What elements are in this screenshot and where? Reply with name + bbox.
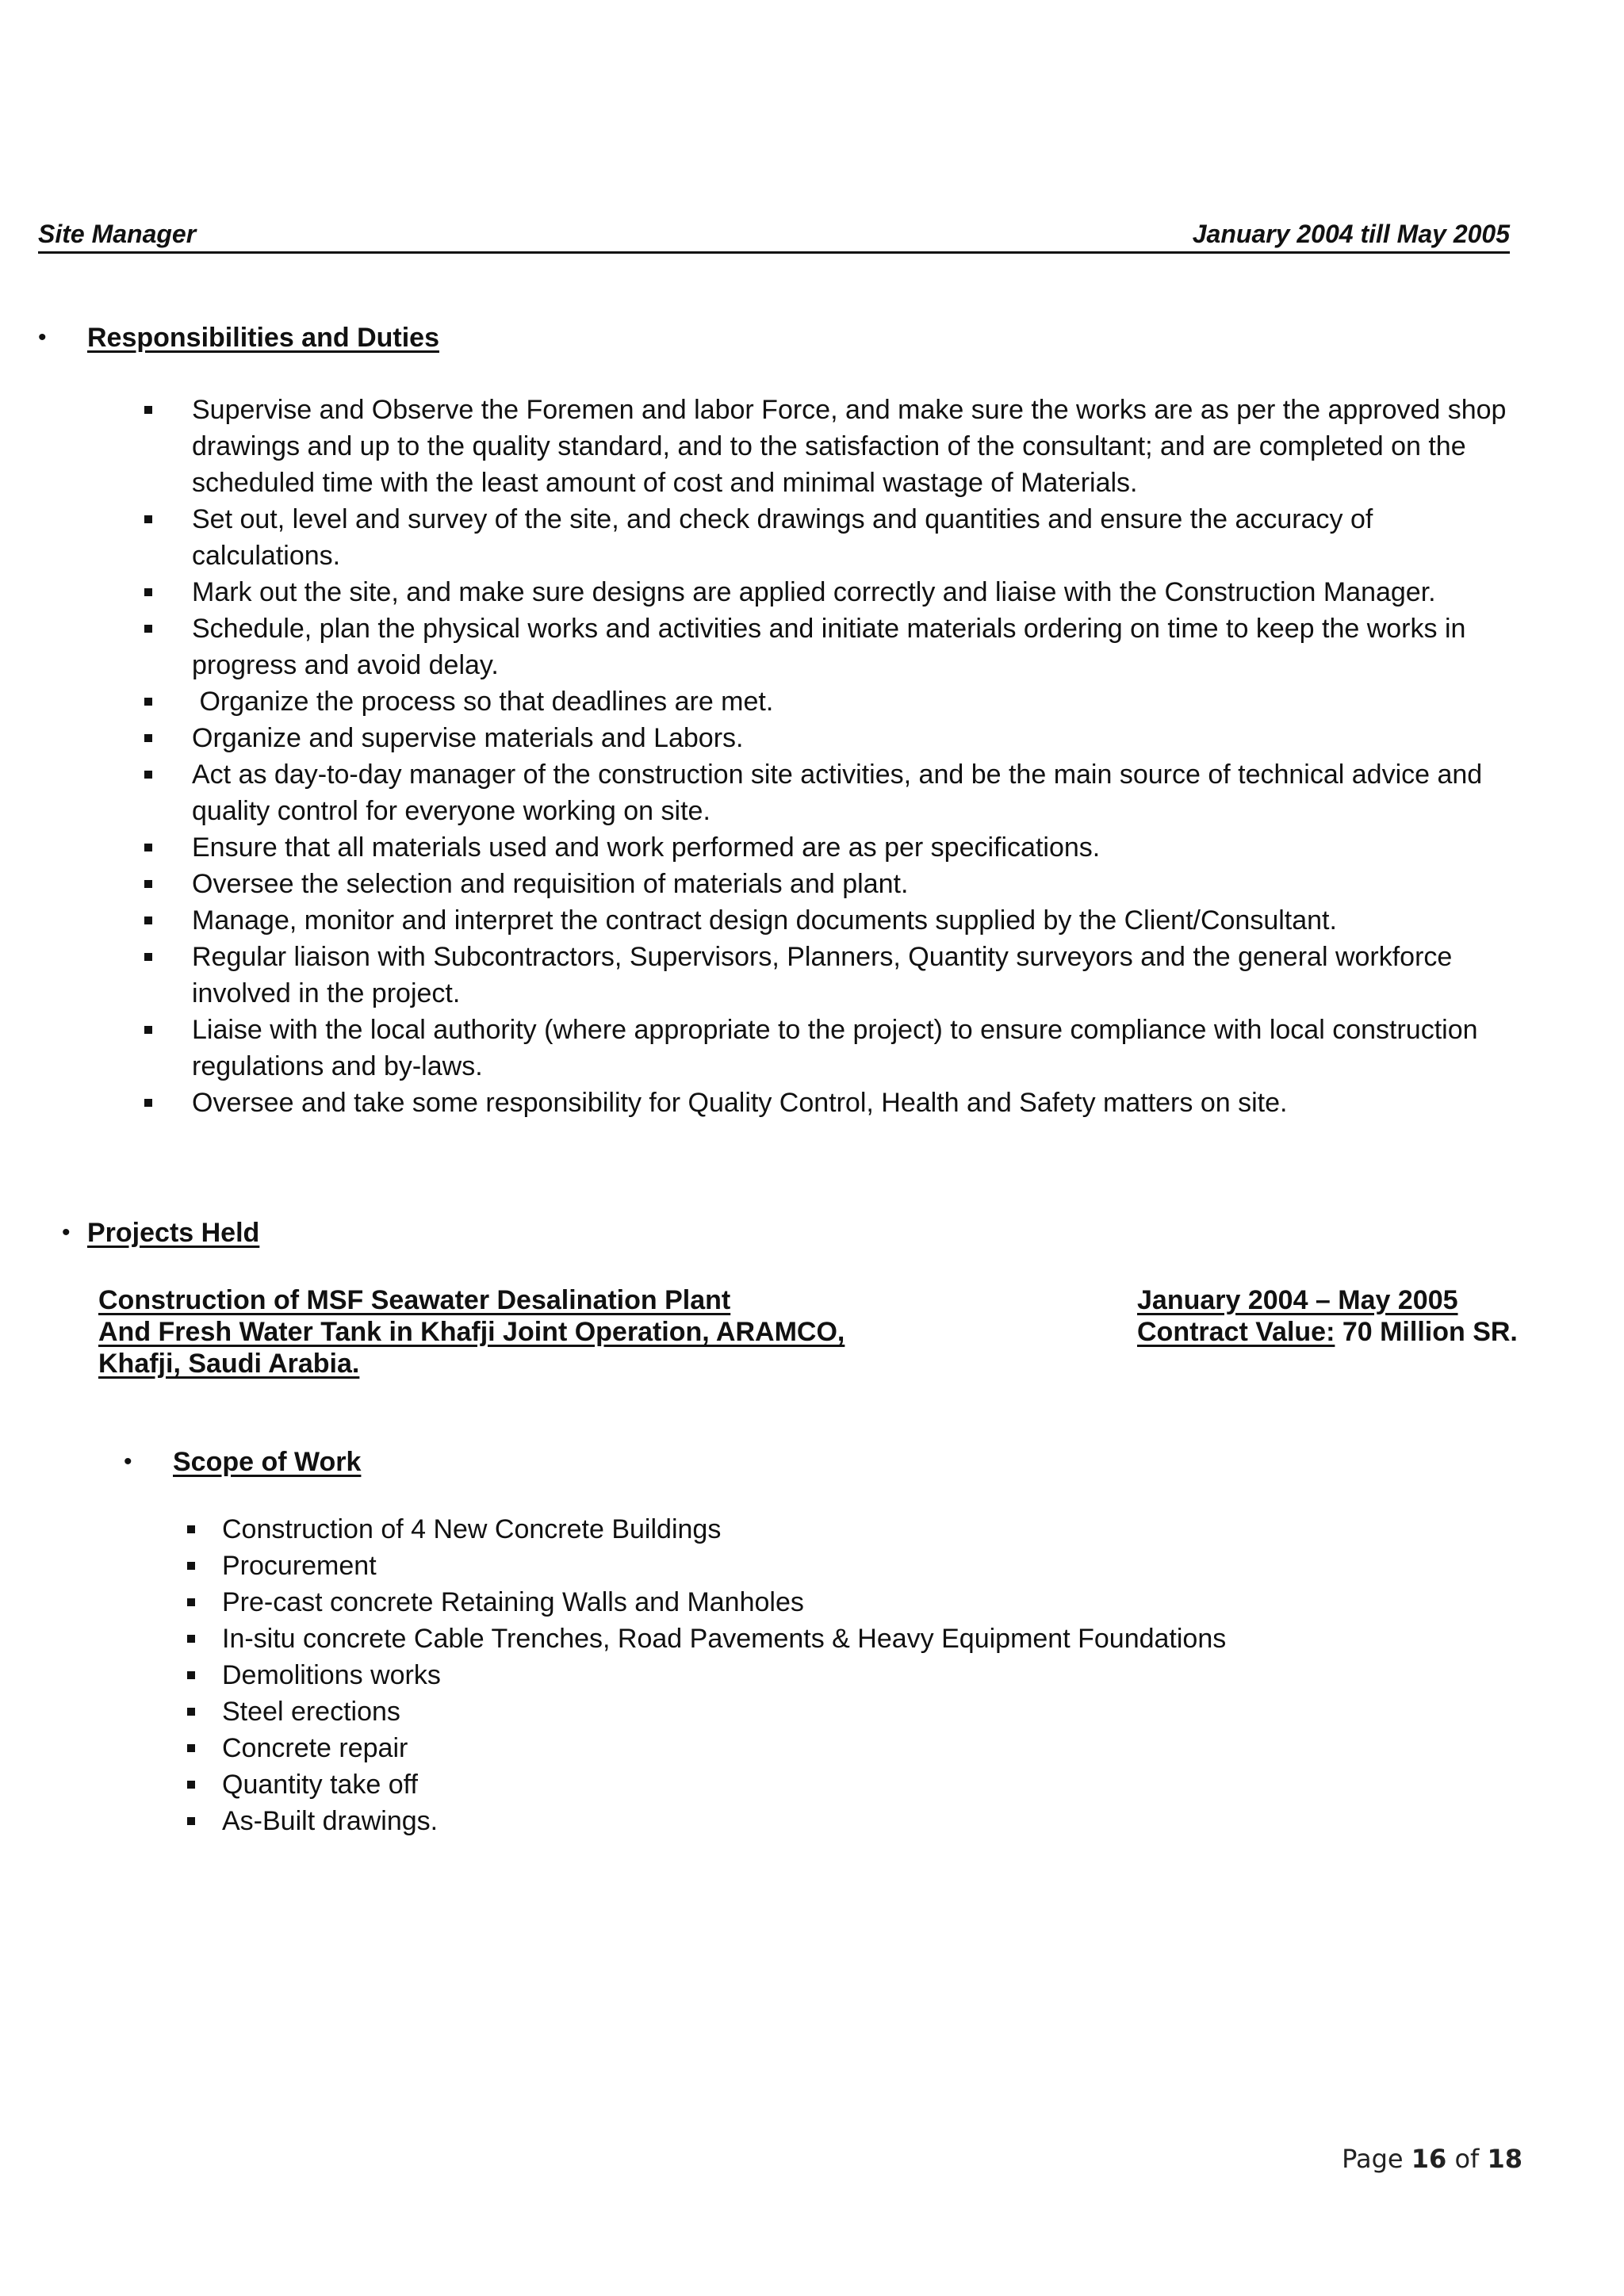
responsibility-item [141,574,1521,610]
responsibility-item [141,1085,1521,1121]
responsibility-item-text: Liaise with the local authority (where appropriate to the project) to ensure compliance with local construction regulations and by-laws. [192,1015,1485,1081]
responsibility-item-text: Supervise and Observe the Foremen and labor Force, and make sure the works are as per the approved shop drawings and up to the quality standard, and to the satisfaction of the consultant; and are completed on the scheduled time with the least amount of cost and minimal wastage of Materials. [192,395,1514,498]
responsibility-item-text: Oversee and take some responsibility for Quality Control, Health and Safety matters on site. [192,1088,1288,1118]
responsibility-item-text: Organize and supervise materials and Labors. [192,723,744,753]
square-bullet-icon [144,844,152,851]
bullet-dot-icon: • [38,324,47,350]
responsibility-item [141,1012,1521,1085]
page-word: Page [1342,2144,1404,2174]
square-bullet-icon [187,1817,195,1825]
scope-item [184,1730,1532,1766]
square-bullet-icon [187,1744,195,1752]
scope-item-text: Procurement [222,1551,377,1581]
project-title-line1: Construction of MSF Seawater Desalination Plant [98,1285,731,1315]
responsibility-item-text: Act as day-to-day manager of the construction site activities, and be the main source of technical advice and quality control for everyone working on site. [192,760,1490,826]
scope-list [184,1511,1532,1839]
responsibility-item-text: Manage, monitor and interpret the contract design documents supplied by the Client/Consultant. [192,905,1337,936]
scope-item-text: Demolitions works [222,1660,441,1690]
square-bullet-icon [144,880,152,888]
project-dates: January 2004 – May 2005 [1137,1285,1458,1315]
job-period: January 2004 till May 2005 [1192,220,1510,248]
responsibility-item [141,683,1521,720]
responsibility-item [141,720,1521,756]
scope-item-text: Quantity take off [222,1770,418,1800]
project-entry [98,1284,1526,1380]
square-bullet-icon [187,1781,195,1789]
project-title-line2: And Fresh Water Tank in Khafji Joint Operation, ARAMCO, [98,1317,845,1347]
scope-item-text: Concrete repair [222,1733,408,1763]
responsibility-item-text: Regular liaison with Subcontractors, Supervisors, Planners, Quantity surveyors and the general workforce involved in the project. [192,942,1460,1008]
bullet-dot-icon: • [62,1219,71,1246]
responsibility-item [141,501,1521,574]
responsibility-item [141,756,1521,829]
responsibility-item-text: Organize the process so that deadlines are met. [192,687,774,717]
square-bullet-icon [144,1026,152,1034]
square-bullet-icon [144,588,152,596]
scope-item [184,1766,1532,1803]
scope-item-text: Pre-cast concrete Retaining Walls and Manholes [222,1587,804,1617]
responsibility-item [141,902,1521,939]
scope-item [184,1803,1532,1839]
scope-item [184,1511,1532,1548]
square-bullet-icon [187,1671,195,1679]
square-bullet-icon [187,1635,195,1643]
page-current: 16 [1411,2144,1447,2174]
square-bullet-icon [187,1525,195,1533]
square-bullet-icon [144,625,152,633]
responsibilities-list [141,392,1521,1121]
responsibility-item-text: Oversee the selection and requisition of materials and plant. [192,869,909,899]
square-bullet-icon [144,771,152,779]
square-bullet-icon [187,1562,195,1570]
responsibility-item [141,866,1521,902]
contract-value: 70 Million SR. [1335,1317,1518,1347]
square-bullet-icon [144,953,152,961]
projects-heading-label: Projects Held [87,1218,260,1248]
square-bullet-icon [144,515,152,523]
project-title-line3: Khafji, Saudi Arabia. [98,1349,360,1379]
projects-heading [62,1215,259,1250]
contract-value-line [1137,1316,1526,1348]
scope-item [184,1693,1532,1730]
scope-item-text: Construction of 4 New Concrete Buildings [222,1514,722,1544]
bullet-dot-icon: • [124,1448,132,1475]
responsibility-item-text: Set out, level and survey of the site, and check drawings and quantities and ensure the accuracy of calculations. [192,504,1381,571]
contract-value-label: Contract Value: [1137,1317,1335,1347]
page-total: 18 [1487,2144,1522,2174]
scope-item [184,1657,1532,1693]
square-bullet-icon [144,916,152,924]
square-bullet-icon [144,698,152,706]
scope-item-text: In-situ concrete Cable Trenches, Road Pavements & Heavy Equipment Foundations [222,1624,1227,1654]
square-bullet-icon [187,1708,195,1716]
responsibility-item [141,392,1521,501]
square-bullet-icon [144,734,152,742]
responsibility-item [141,939,1521,1012]
responsibility-item-text: Schedule, plan the physical works and activities and initiate materials ordering on time to keep the works in progress and avoid delay. [192,614,1473,680]
scope-item [184,1621,1532,1657]
page-number [1342,2143,1522,2175]
job-title: Site Manager [38,220,197,248]
responsibility-item-text: Ensure that all materials used and work performed are as per specifications. [192,832,1101,863]
job-header [38,218,1510,254]
square-bullet-icon [144,1099,152,1107]
responsibility-item [141,829,1521,866]
responsibilities-heading [38,320,439,355]
square-bullet-icon [144,406,152,414]
square-bullet-icon [187,1598,195,1606]
scope-item-text: Steel erections [222,1697,400,1727]
scope-item [184,1548,1532,1584]
responsibility-item-text: Mark out the site, and make sure designs are applied correctly and liaise with the Construction Manager. [192,577,1436,607]
scope-item-text: As-Built drawings. [222,1806,439,1836]
scope-item [184,1584,1532,1621]
scope-heading [124,1445,361,1479]
responsibilities-heading-label: Responsibilities and Duties [87,323,439,353]
responsibility-item [141,610,1521,683]
of-word: of [1454,2144,1480,2174]
scope-heading-label: Scope of Work [173,1447,362,1477]
